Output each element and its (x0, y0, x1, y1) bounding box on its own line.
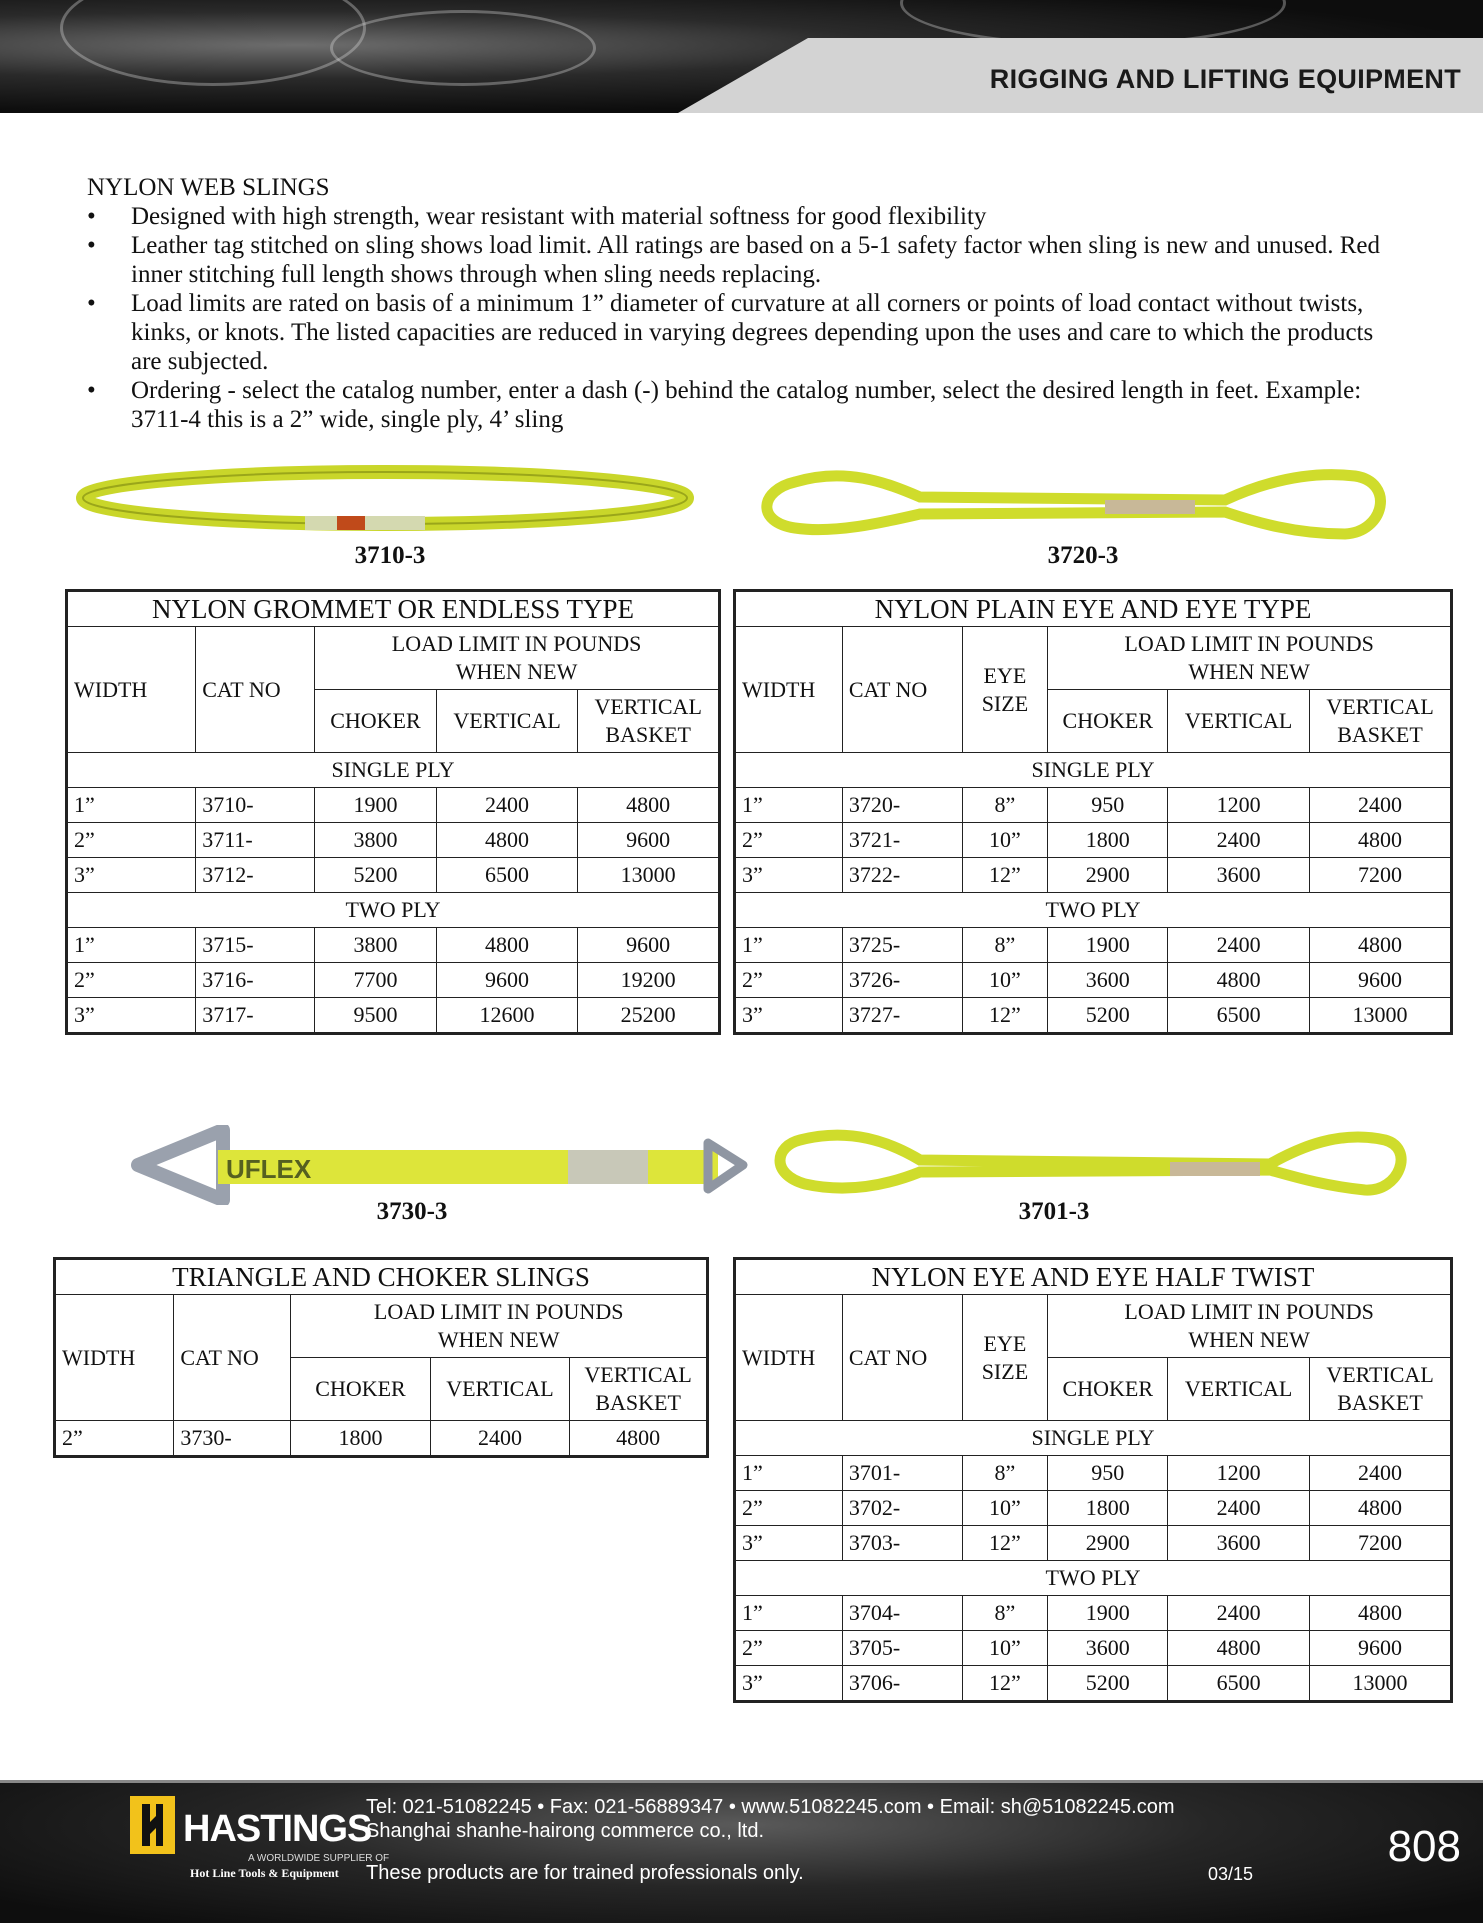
table-cell: 3730- (174, 1421, 291, 1457)
table-cell: 10” (962, 1631, 1048, 1666)
hastings-logo-icon (130, 1796, 175, 1854)
table-cell: 1” (735, 928, 843, 963)
triangle-choker-sling-photo (128, 1125, 753, 1205)
contact-line: Tel: 021-51082245 • Fax: 021-56889347 • www.51082245.com • Email: sh@51082245.com (366, 1796, 1175, 1818)
table-cell: 2900 (1048, 858, 1168, 893)
table-cell: 1” (735, 1456, 843, 1491)
table-cell: 3720- (842, 788, 962, 823)
table-cell: 3800 (315, 823, 437, 858)
brand-tagline-2: Hot Line Tools & Equipment (190, 1866, 339, 1880)
eye-and-eye-half-twist-table (733, 1257, 1453, 1703)
table-cell: 3705- (842, 1631, 962, 1666)
table-cell: 12” (962, 1666, 1048, 1702)
table-cell: 3600 (1168, 858, 1310, 893)
table-cell: 7200 (1310, 858, 1452, 893)
section-title: RIGGING AND LIFTING EQUIPMENT (989, 64, 1461, 94)
col-header-choker: CHOKER (291, 1358, 430, 1421)
col-header-choker: CHOKER (315, 690, 437, 753)
feature-bullet: • Designed with high strength, wear resistant with material softness for good flexibility (87, 202, 1407, 231)
table-cell: 3800 (315, 928, 437, 963)
brand-tagline: A WORLDWIDE SUPPLIER OF (248, 1853, 390, 1864)
table-cell: 6500 (436, 858, 578, 893)
col-header-cat-no: CAT NO (174, 1295, 291, 1421)
table-cell: 5200 (1048, 998, 1168, 1034)
revision-date: 03/15 (1208, 1864, 1254, 1884)
table-cell: 4800 (1310, 823, 1452, 858)
grommet-endless-table (65, 589, 721, 1035)
load-limit-label: LOAD LIMIT IN POUNDS (1124, 1299, 1374, 1324)
table-cell: 4800 (1310, 1491, 1452, 1526)
col-header-width: WIDTH (67, 627, 196, 753)
table-cell: 8” (962, 788, 1048, 823)
table-cell: 3715- (196, 928, 315, 963)
load-limit-label: LOAD LIMIT IN POUNDS (391, 631, 642, 656)
table-cell: 8” (962, 928, 1048, 963)
table-cell: 4800 (578, 788, 720, 823)
when-new-label: WHEN NEW (437, 1327, 560, 1352)
table-cell: 3721- (842, 823, 962, 858)
table-row (67, 928, 720, 963)
endless-sling-photo (75, 460, 705, 540)
section-two-ply: TWO PLY (67, 893, 720, 928)
intro-block (87, 173, 1407, 434)
when-new-label: WHEN NEW (455, 659, 578, 684)
table-cell: 2400 (1310, 788, 1452, 823)
table-title: NYLON EYE AND EYE HALF TWIST (735, 1259, 1452, 1295)
load-limit-header (1048, 627, 1452, 690)
basket-label: BASKET (595, 1390, 681, 1415)
table-cell: 9600 (1310, 1631, 1452, 1666)
table-cell: 7200 (1310, 1526, 1452, 1561)
table-row (67, 998, 720, 1034)
table-cell: 6500 (1168, 998, 1310, 1034)
table-cell: 2400 (1168, 928, 1310, 963)
table-cell: 25200 (578, 998, 720, 1034)
table-cell: 2” (735, 823, 843, 858)
eye-label: EYE (983, 1330, 1027, 1356)
plain-eye-and-eye-table (733, 589, 1453, 1035)
table-cell: 3701- (842, 1456, 962, 1491)
table-row (735, 928, 1452, 963)
table-cell: 2400 (1168, 1491, 1310, 1526)
col-header-vertical-basket (570, 1358, 708, 1421)
table-cell: 3726- (842, 963, 962, 998)
table-cell: 3716- (196, 963, 315, 998)
section-two-ply: TWO PLY (735, 893, 1452, 928)
col-header-eye-size (962, 1295, 1048, 1421)
table-title: NYLON GROMMET OR ENDLESS TYPE (67, 591, 720, 627)
table-cell: 3600 (1048, 1631, 1168, 1666)
table-row (67, 788, 720, 823)
load-limit-header (315, 627, 720, 690)
table-cell: 3” (67, 858, 196, 893)
table-cell: 12” (962, 998, 1048, 1034)
col-header-cat-no: CAT NO (842, 1295, 962, 1421)
table-cell: 1800 (1048, 823, 1168, 858)
table-cell: 3” (735, 858, 843, 893)
table-cell: 3” (735, 1526, 843, 1561)
col-header-width: WIDTH (55, 1295, 174, 1421)
table-cell: 2400 (436, 788, 578, 823)
table-cell: 1900 (315, 788, 437, 823)
col-header-vertical-basket (1310, 1358, 1452, 1421)
table-cell: 9600 (436, 963, 578, 998)
basket-label: BASKET (1337, 1390, 1423, 1415)
eye-label: EYE (983, 662, 1027, 688)
size-label: SIZE (981, 1358, 1029, 1384)
col-header-choker: CHOKER (1048, 690, 1168, 753)
table-cell: 9600 (1310, 963, 1452, 998)
section-single-ply: SINGLE PLY (67, 753, 720, 788)
col-header-width: WIDTH (735, 627, 843, 753)
table-cell: 3727- (842, 998, 962, 1034)
table-cell: 2400 (430, 1421, 570, 1457)
when-new-label: WHEN NEW (1188, 659, 1310, 684)
load-limit-label: LOAD LIMIT IN POUNDS (373, 1299, 624, 1324)
table-cell: 1” (735, 1596, 843, 1631)
feature-bullet: • Load limits are rated on basis of a minimum 1” diameter of curvature at all corners or points of load contact without twists, kinks, or knots. The listed capacities are reduced in varying degrees depending upon the uses and care to which the products are subjected. (87, 289, 1407, 376)
col-header-vertical: VERTICAL (1168, 690, 1310, 753)
table-cell: 3” (735, 1666, 843, 1702)
table-cell: 8” (962, 1596, 1048, 1631)
table-cell: 3717- (196, 998, 315, 1034)
triangle-choker-table (53, 1257, 709, 1458)
feature-bullet: • Ordering - select the catalog number, enter a dash (-) behind the catalog number, select the desired length in feet. Example: 3711-4 this is a 2” wide, single ply, 4’ sling (87, 376, 1407, 434)
vertical-label: VERTICAL (1326, 1362, 1434, 1387)
col-header-vertical-basket (578, 690, 720, 753)
table-cell: 1” (67, 928, 196, 963)
table-cell: 13000 (1310, 998, 1452, 1034)
table-cell: 13000 (1310, 1666, 1452, 1702)
photo-caption: 3720-3 (1047, 542, 1119, 569)
table-row (67, 858, 720, 893)
table-cell: 3702- (842, 1491, 962, 1526)
col-header-choker: CHOKER (1048, 1358, 1168, 1421)
table-row (735, 823, 1452, 858)
basket-label: BASKET (605, 722, 691, 747)
table-cell: 3710- (196, 788, 315, 823)
table-title: NYLON PLAIN EYE AND EYE TYPE (735, 591, 1452, 627)
table-cell: 5200 (315, 858, 437, 893)
col-header-vertical: VERTICAL (430, 1358, 570, 1421)
table-cell: 4800 (1168, 963, 1310, 998)
table-cell: 3” (735, 998, 843, 1034)
vertical-label: VERTICAL (584, 1362, 692, 1387)
table-cell: 2” (55, 1421, 174, 1457)
col-header-cat-no: CAT NO (842, 627, 962, 753)
table-cell: 3600 (1048, 963, 1168, 998)
table-row (735, 858, 1452, 893)
eye-and-eye-sling-photo (755, 462, 1395, 547)
table-cell: 2” (735, 1491, 843, 1526)
table-cell: 3711- (196, 823, 315, 858)
load-limit-label: LOAD LIMIT IN POUNDS (1124, 631, 1374, 656)
table-cell: 4800 (1168, 1631, 1310, 1666)
col-header-vertical-basket (1310, 690, 1452, 753)
table-cell: 2400 (1310, 1456, 1452, 1491)
half-twist-sling-photo (770, 1122, 1410, 1207)
load-limit-header (1048, 1295, 1452, 1358)
table-cell: 950 (1048, 1456, 1168, 1491)
table-cell: 4800 (436, 823, 578, 858)
table-cell: 5200 (1048, 1666, 1168, 1702)
table-row (735, 998, 1452, 1034)
table-cell: 1900 (1048, 928, 1168, 963)
intro-heading: NYLON WEB SLINGS (87, 174, 330, 201)
header-texture (330, 10, 596, 86)
table-cell: 3712- (196, 858, 315, 893)
table-cell: 4800 (1310, 928, 1452, 963)
table-cell: 8” (962, 1456, 1048, 1491)
section-single-ply: SINGLE PLY (735, 1421, 1452, 1456)
table-cell: 10” (962, 823, 1048, 858)
load-limit-header (291, 1295, 708, 1358)
table-row (67, 963, 720, 998)
table-row (735, 1666, 1452, 1702)
table-row (55, 1421, 708, 1457)
table-row (735, 1456, 1452, 1491)
table-cell: 950 (1048, 788, 1168, 823)
table-cell: 9600 (578, 928, 720, 963)
table-cell: 2” (67, 963, 196, 998)
page-number: 808 (1387, 1822, 1461, 1871)
col-header-eye-size (962, 627, 1048, 753)
col-header-vertical: VERTICAL (436, 690, 578, 753)
safety-notice: These products are for trained professionals only. (366, 1862, 804, 1884)
table-row (735, 963, 1452, 998)
table-row (735, 1491, 1452, 1526)
photo-caption: 3710-3 (354, 542, 426, 569)
table-row (735, 1596, 1452, 1631)
table-cell: 7700 (315, 963, 437, 998)
section-two-ply: TWO PLY (735, 1561, 1452, 1596)
sling-brand-text: UFLEX (226, 1154, 312, 1184)
vertical-label: VERTICAL (1326, 694, 1434, 719)
basket-label: BASKET (1337, 722, 1423, 747)
photo-caption: 3730-3 (376, 1198, 448, 1225)
table-cell: 3” (67, 998, 196, 1034)
company-name: Shanghai shanhe-hairong commerce co., ltd. (366, 1820, 765, 1842)
table-cell: 4800 (1310, 1596, 1452, 1631)
header-texture (60, 0, 366, 86)
table-row (735, 788, 1452, 823)
feature-bullet: • Leather tag stitched on sling shows load limit. All ratings are based on a 5-1 safety factor when sling is new and unused. Red inner stitching full length shows through when sling needs replacing. (87, 231, 1407, 289)
table-cell: 2400 (1168, 823, 1310, 858)
table-cell: 3706- (842, 1666, 962, 1702)
table-cell: 3722- (842, 858, 962, 893)
col-header-vertical: VERTICAL (1168, 1358, 1310, 1421)
table-cell: 1” (67, 788, 196, 823)
table-cell: 2” (735, 963, 843, 998)
table-cell: 4800 (570, 1421, 708, 1457)
table-cell: 12600 (436, 998, 578, 1034)
table-cell: 2900 (1048, 1526, 1168, 1561)
table-row (735, 1526, 1452, 1561)
table-cell: 12” (962, 858, 1048, 893)
table-title: TRIANGLE AND CHOKER SLINGS (55, 1259, 708, 1295)
vertical-label: VERTICAL (594, 694, 702, 719)
table-cell: 1200 (1168, 788, 1310, 823)
table-cell: 13000 (578, 858, 720, 893)
col-header-cat-no: CAT NO (196, 627, 315, 753)
table-cell: 1200 (1168, 1456, 1310, 1491)
table-cell: 3600 (1168, 1526, 1310, 1561)
table-cell: 9500 (315, 998, 437, 1034)
table-cell: 12” (962, 1526, 1048, 1561)
table-cell: 10” (962, 1491, 1048, 1526)
table-cell: 4800 (436, 928, 578, 963)
table-row (735, 1631, 1452, 1666)
feature-list (87, 202, 1407, 434)
section-single-ply: SINGLE PLY (735, 753, 1452, 788)
table-cell: 3725- (842, 928, 962, 963)
size-label: SIZE (981, 690, 1029, 716)
col-header-width: WIDTH (735, 1295, 843, 1421)
table-cell: 6500 (1168, 1666, 1310, 1702)
table-cell: 1800 (1048, 1491, 1168, 1526)
table-cell: 1800 (291, 1421, 430, 1457)
table-cell: 9600 (578, 823, 720, 858)
photo-caption: 3701-3 (1018, 1198, 1090, 1225)
table-cell: 2400 (1168, 1596, 1310, 1631)
table-cell: 19200 (578, 963, 720, 998)
table-cell: 2” (735, 1631, 843, 1666)
brand-name: HASTINGS (183, 1808, 372, 1850)
table-cell: 1” (735, 788, 843, 823)
table-row (67, 823, 720, 858)
table-cell: 1900 (1048, 1596, 1168, 1631)
table-cell: 10” (962, 963, 1048, 998)
table-cell: 3703- (842, 1526, 962, 1561)
when-new-label: WHEN NEW (1188, 1327, 1310, 1352)
table-cell: 2” (67, 823, 196, 858)
table-cell: 3704- (842, 1596, 962, 1631)
